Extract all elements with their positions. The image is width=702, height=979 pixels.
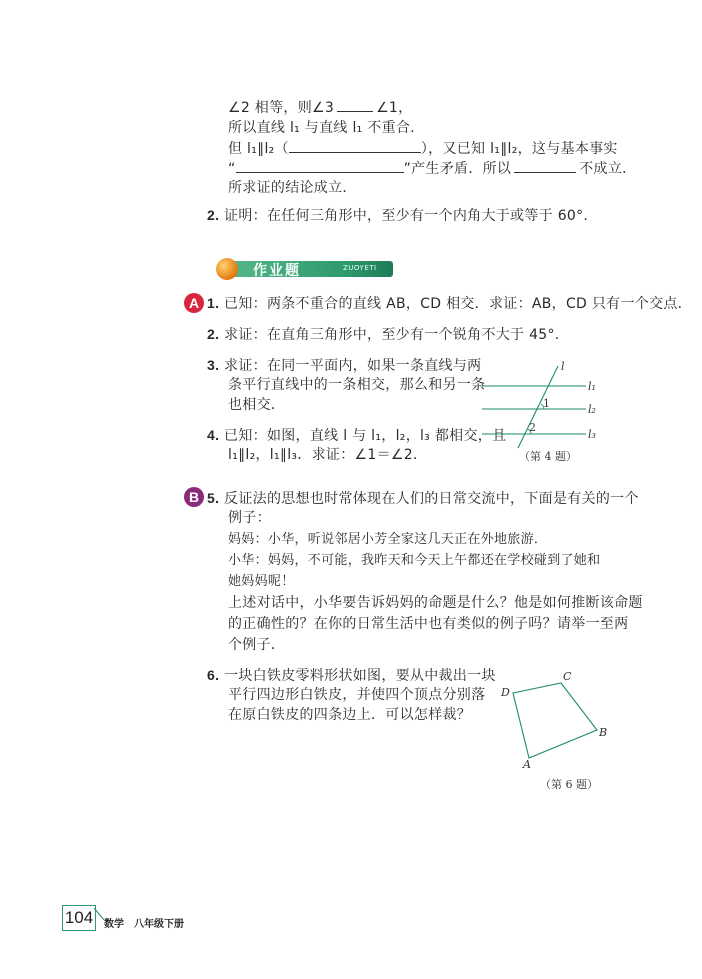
group-b-badge: B [184, 487, 204, 507]
exercise-a1: 1. 已知：两条不重合的直线 AB，CD 相交．求证：AB，CD 只有一个交点． [207, 295, 692, 312]
label-l3: l₃ [588, 428, 596, 441]
exercise-b5-after-3: 个例子． [228, 637, 286, 653]
vertex-d: D [501, 686, 510, 699]
homework-pinyin: ZUOYETI [343, 264, 377, 272]
exercise-b6-line2: 平行四边形白铁皮，并使四个顶点分别落 [228, 687, 486, 703]
quadrilateral-abcd [513, 683, 597, 758]
book-title: 数学 八年级下册 [104, 919, 184, 930]
homework-banner [215, 258, 393, 280]
proof-line-5: 所求证的结论成立． [228, 180, 357, 196]
label-l: l [561, 360, 565, 373]
vertex-c: C [563, 670, 572, 683]
figure-4-caption: （第 4 题） [519, 450, 577, 463]
dialog-line-3: 她妈妈呢！ [228, 574, 295, 589]
figure-6-quadrilateral [505, 670, 608, 765]
exercise-a3: 3. 求证：在同一平面内，如果一条直线与两 [207, 357, 482, 374]
proof-line-1: ∠2 相等，则∠3 ∠1， [228, 97, 412, 118]
label-l1: l₁ [588, 380, 596, 393]
transversal-l [518, 366, 558, 448]
proof-line-2: 所以直线 l₁ 与直线 l₁ 不重合． [228, 120, 425, 136]
dialog-line-1: 妈妈：小华，听说邻居小芳全家这几天正在外地旅游． [228, 532, 548, 547]
page-number-box [62, 905, 96, 931]
page-number: 104 [64, 908, 94, 927]
vertex-b: B [599, 726, 608, 739]
label-angle-2: 2 [529, 421, 536, 434]
orange-ball-icon [216, 258, 238, 280]
exercise-b5-after-1: 上述对话中，小华要告诉妈妈的命题是什么？他是如何推断该命题 [228, 595, 643, 611]
proof-line-3: 但 l₁∥l₂（ ），又已知 l₁∥l₂，这与基本事实 [228, 138, 618, 159]
figure-6-caption: （第 6 题） [540, 778, 598, 791]
exercise-a3-line3: 也相交． [228, 397, 286, 413]
exercise-b5: 5. 反证法的思想也时常体现在人们的日常交流中，下面是有关的一个 [207, 490, 639, 507]
exercise-b6: 6. 一块白铁皮零料形状如图，要从中裁出一块 [207, 667, 496, 684]
figure-4-diagram [478, 362, 603, 452]
label-angle-1: 1 [543, 397, 550, 410]
proof-line-4: “ ”产生矛盾．所以 不成立． [228, 158, 636, 179]
exercise-a2: 2. 求证：在直角三角形中，至少有一个锐角不大于 45°. [207, 326, 560, 343]
exercise-b6-line3: 在原白铁皮的四条边上．可以怎样裁？ [228, 707, 472, 723]
exercise-b5-line2: 例子： [228, 510, 271, 526]
group-a-badge: A [184, 293, 204, 313]
vertex-a: A [523, 758, 531, 771]
exercise-b5-after-2: 的正确性的？在你的日常生活中也有类似的例子吗？请举一至两 [228, 616, 629, 632]
dialog-line-2: 小华：妈妈，不可能，我昨天和今天上午都还在学校碰到了她和 [228, 553, 601, 568]
exercise-2: 2. 证明：在任何三角形中，至少有一个内角大于或等于 60°. [207, 207, 589, 224]
exercise-a4: 4. 已知：如图，直线 l 与 l₁，l₂，l₃ 都相交，且 [207, 427, 507, 444]
exercise-a3-line2: 条平行直线中的一条相交，那么和另一条 [228, 377, 486, 393]
homework-title: 作业题 [253, 263, 301, 279]
label-l2: l₂ [588, 403, 596, 416]
exercise-a4-line2: l₁∥l₂，l₁∥l₃．求证：∠1＝∠2． [228, 447, 428, 463]
